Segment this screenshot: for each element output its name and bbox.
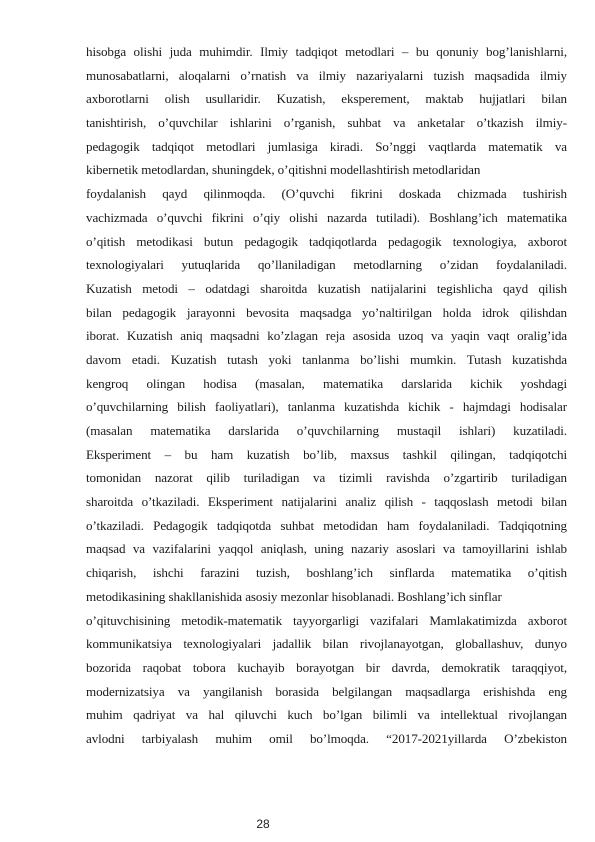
- text-line: o’qituvchisining metodik-matematik tayyorgarligi vazifalari Mamlakatimizda axborot: [86, 612, 567, 628]
- text-line: iborat. Kuzatish aniq maqsadni ko’zlagan reja asosida uzoq va yaqin vaqt oralig’ida: [86, 328, 567, 344]
- text-line: bilan pedagogik jarayonni bevosita maqsadga yo’naltirilgan holda idrok qilishdan: [86, 304, 567, 320]
- text-line: metodikasining shakllanishida asosiy mezonlar hisoblanadi. Boshlang’ich sinflar: [86, 588, 502, 604]
- text-line: muhim qadriyat va hal qiluvchi kuch bo’lgan bilimli va intellektual rivojlangan: [86, 707, 567, 723]
- text-line: munosabatlarni, aloqalarni o’rnatish va ilmiy nazariyalarni tuzish maqsadida ilmiy: [86, 67, 567, 83]
- text-line: foydalanish qayd qilinmoqda. (O’quvchi fikrini doskada chizmada tushirish: [86, 186, 567, 202]
- text-line: kibernetik metodlardan, shuningdek, o’qitishni modellashtirish metodlaridan: [86, 162, 481, 178]
- text-line: kengroq olingan hodisa (masalan, matematika darslarida kichik yoshdagi: [86, 375, 567, 391]
- text-line: texnologiyalari yutuqlarida qo’llaniladigan metodlarning o’zidan foydalaniladi.: [86, 257, 567, 273]
- text-line: hisobga olishi juda muhimdir. Ilmiy tadqiqot metodlari – bu qonuniy bog’lanishlarni,: [86, 44, 567, 59]
- text-line: tomonidan nazorat qilib turiladigan va tizimli ravishda o’zgartirib turiladigan: [86, 470, 567, 486]
- text-line: tanishtirish, o’quvchilar ishlarini o’rganish, suhbat va anketalar o’tkazish ilmiy-: [86, 115, 567, 131]
- text-line: chiqarish, ishchi farazini tuzish, boshlang’ich sinflarda matematika o’qitish: [86, 565, 567, 581]
- text-line: bozorida raqobat tobora kuchayib borayotgan bir davrda, demokratik taraqqiyot,: [86, 659, 567, 675]
- text-line: axborotlarni olish usullaridir. Kuzatish, eksperement, maktab hujjatlari bilan: [86, 91, 567, 107]
- text-line: o’tkaziladi. Pedagogik tadqiqotda suhbat metodidan ham foydalaniladi. Tadqiqotning: [86, 517, 567, 533]
- document-body: [86, 40, 567, 751]
- text-line: Eksperiment – bu ham kuzatish bo’lib, maxsus tashkil qilingan, tadqiqotchi: [86, 446, 567, 462]
- text-line: pedagogik tadqiqot metodlari jumlasiga kiradi. So’nggi vaqtlarda matematik va: [86, 138, 567, 154]
- text-line: modernizatsiya va yangilanish borasida belgilangan maqsadlarga erishishda eng: [86, 683, 567, 699]
- text-line: (masalan matematika darslarida o’quvchilarning mustaqil ishlari) kuzatiladi.: [86, 423, 567, 438]
- text-line: vachizmada o’quvchi fikrini o’qiy olishi nazarda tutiladi). Boshlang’ich matematika: [86, 209, 567, 225]
- text-line: kommunikatsiya texnologiyalari jadallik bilan rivojlanayotgan, globallashuv, dunyo: [86, 636, 567, 652]
- text-line: maqsad va vazifalarini yaqqol aniqlash, uning nazariy asoslari va tamoyillarini ishlab: [86, 541, 567, 557]
- text-line: davom etadi. Kuzatish tutash yoki tanlanma bo’lishi mumkin. Tutash kuzatishda: [86, 351, 567, 367]
- text-line: o’qitish metodikasi butun pedagogik tadqiqotlarda pedagogik texnologiya, axborot: [86, 233, 567, 249]
- text-line: avlodni tarbiyalash muhim omil bo’lmoqda. “2017-2021yillarda O’zbekiston: [86, 730, 567, 746]
- text-line: Kuzatish metodi – odatdagi sharoitda kuzatish natijalarini tegishlicha qayd qilish: [86, 280, 567, 296]
- text-line: sharoitda o’tkaziladi. Eksperiment natijalarini analiz qilish - taqqoslash metodi bilan: [86, 494, 567, 510]
- text-line: o’quvchilarning bilish faoliyatlari), tanlanma kuzatishda kichik - hajmdagi hodisalar: [86, 399, 567, 415]
- page-number: 28: [256, 817, 270, 831]
